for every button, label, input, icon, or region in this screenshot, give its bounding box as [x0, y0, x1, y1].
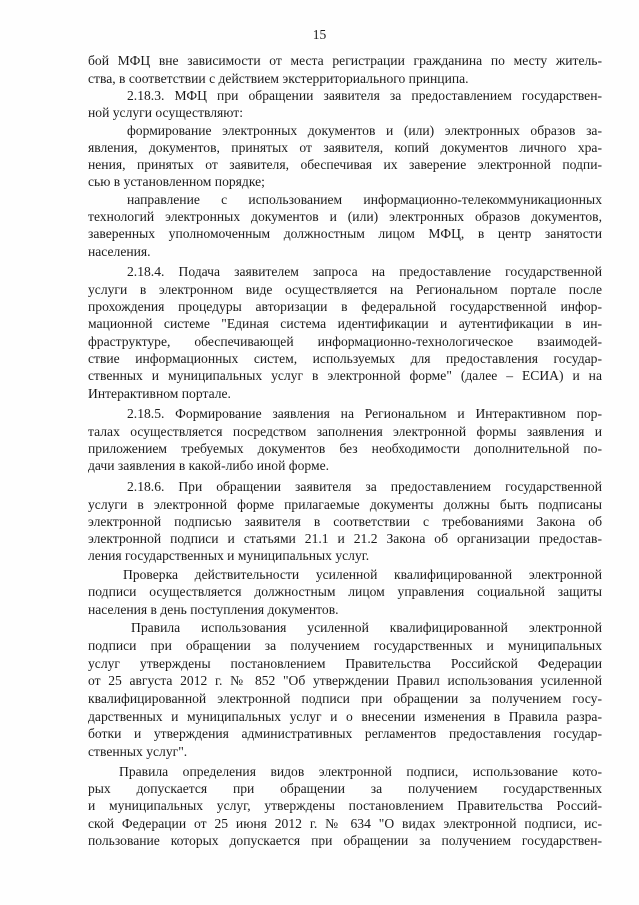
- text-line: фраструктуре, обеспечивающей информационно-технологическое взаимодей-: [88, 334, 602, 349]
- text-line: приложением требуемых документов без необходимости дополнительной по-: [88, 441, 602, 456]
- text-line: услуг утверждены постановлением Правительства Российской Федерации: [88, 656, 602, 671]
- text-line: дачи заявления в какой-либо иной форме.: [88, 458, 330, 473]
- paragraph-2-18-4-start: 2.18.4. Подача заявителем запроса на предоставление государственной: [127, 264, 602, 279]
- text-line: Интерактивном портале.: [88, 386, 231, 401]
- text-line: квалифицированной электронной подписи при обращении за получением госу-: [88, 691, 602, 706]
- page-number: 15: [312, 27, 327, 42]
- text-line: ственных услуг".: [88, 744, 188, 759]
- text-line: пользование которых допускается при обращении за получением государствен-: [88, 833, 602, 848]
- text-line: услуги в электронном виде осуществляется на Региональном портале после: [88, 282, 602, 297]
- text-line: направление с использованием информационно-телекоммуникационных: [127, 192, 602, 207]
- paragraph-rules-852-start: Правила использования усиленной квалифицированной электронной: [131, 620, 602, 635]
- text-line: подписи осуществляется должностным лицом управления социальной защиты: [88, 584, 602, 599]
- text-line: мационной системе "Единая система идентификации и аутентификации в ин-: [88, 316, 602, 331]
- text-line: населения.: [88, 244, 151, 259]
- text-line: ства, в соответствии с действием экстерриториального принципа.: [88, 71, 469, 86]
- text-line: талах осуществляется посредством заполнения электронной формы заявления и: [88, 424, 602, 439]
- text-line: услуги в электронной форме прилагаемые документы должны быть подписаны: [88, 497, 602, 512]
- paragraph-2-18-5-start: 2.18.5. Формирование заявления на Региональном и Интерактивном пор-: [127, 406, 602, 421]
- text-line: дарственных и муниципальных услуг и о внесении изменения в Правила разра-: [88, 709, 602, 724]
- text-line: формирование электронных документов и (или) электронных образов за-: [127, 123, 602, 138]
- text-line: рых допускается при обращении за получением государственных: [88, 781, 602, 796]
- text-line: ствие информационных систем, используемых для предоставления государ-: [88, 351, 602, 366]
- paragraph-2-18-6-start: 2.18.6. При обращении заявителя за предоставлением государственной: [127, 479, 602, 494]
- paragraph-rules-634-start: Правила определения видов электронной подписи, использование кото-: [119, 764, 602, 779]
- text-line: ботки и утверждения административных регламентов предоставления государ-: [88, 726, 602, 741]
- text-line: электронной подписью заявителя в соответствии с требованиями Закона об: [88, 514, 602, 529]
- text-line: ления государственных и муниципальных услуг.: [88, 548, 370, 563]
- text-line: ной услуги осуществляют:: [88, 105, 243, 120]
- text-line: ственных и муниципальных услуг в электронной форме" (далее – ЕСИА) и на: [88, 368, 602, 383]
- text-line: населения в день поступления документов.: [88, 602, 339, 617]
- text-line: заверенных уполномоченным должностным лицом МФЦ, в центр занятости: [88, 226, 602, 241]
- text-line: технологий электронных документов и (или) электронных образов документов,: [88, 209, 602, 224]
- text-line: подписи при обращении за получением государственных и муниципальных: [88, 638, 602, 653]
- paragraph-2-18-3-start: 2.18.3. МФЦ при обращении заявителя за предоставлением государствен-: [127, 88, 602, 103]
- text-line: ской Федерации от 25 июня 2012 г. № 634 "О видах электронной подписи, ис-: [88, 816, 602, 831]
- text-line: нения, принятых от заявителя, обеспечивая их заверение электронной подпи-: [88, 157, 602, 172]
- text-line: и муниципальных услуг, утверждены постановлением Правительства Россий-: [88, 798, 602, 813]
- text-line: от 25 августа 2012 г. № 852 "Об утверждении Правил использования усиленной: [88, 673, 602, 688]
- paragraph-signature-check-start: Проверка действительности усиленной квалифицированной электронной: [123, 567, 602, 582]
- text-line: бой МФЦ вне зависимости от места регистрации гражданина по месту житель-: [88, 53, 602, 68]
- text-line: электронной подписи и статьями 21.1 и 21.2 Закона об организации предостав-: [88, 531, 602, 546]
- text-line: прохождения процедуры авторизации в федеральной государственной инфор-: [88, 299, 602, 314]
- text-line: сью в установленном порядке;: [88, 174, 265, 189]
- text-line: явления, документов, принятых от заявителя, копий документов личного хра-: [88, 140, 602, 155]
